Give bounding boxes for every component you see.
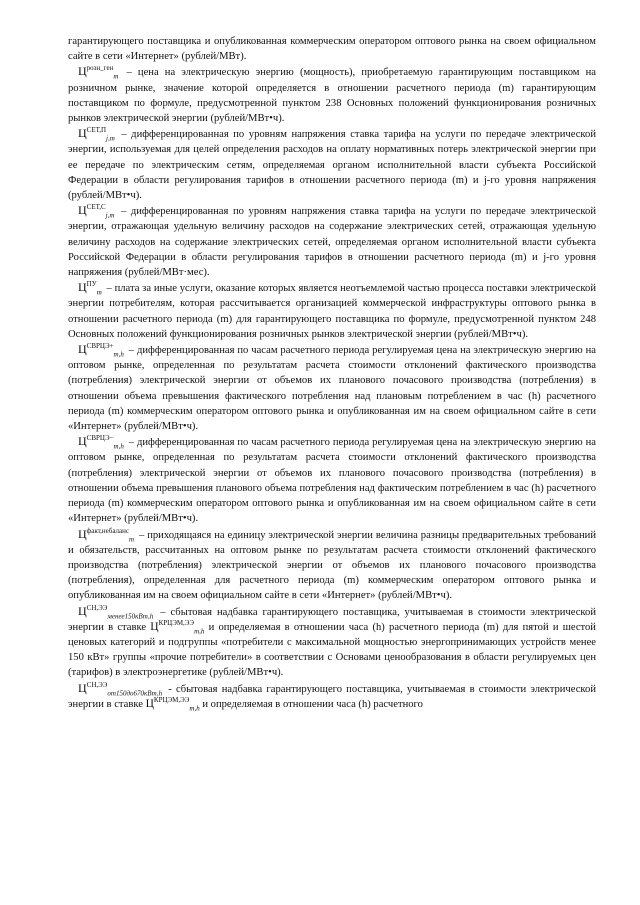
inline-formula-symbol: $Ц^{КРЦЭМ,ЭЭ}_{m,h}$ (150, 618, 205, 636)
definition-text: – дифференцированная по часам расчетного периода регулируемая цена на электрическую энергию на оптовом рынке, определенная по результатам расчета стоимости отклонений фактического производства (потребления) электрической энергии от объемов их планового почасового производства (потребления) в отношении объема превышения планового объема потребления над фактическим потреблением в час (h) расчетного периода (m) коммерческим оператором оптового рынка и опубликованная им на своем официальном сайте в сети «Интернет» (рублей/МВт•ч). (68, 437, 596, 525)
formula-symbol: $Ц^{СН,ЭЭ}_{от150до670кВт,h}$ (78, 680, 163, 697)
formula-symbol: $Ц^{СЕТ,С}_{j,m}$ (78, 203, 115, 220)
formula-symbol: $Ц^{СВРЦЭ+}_{m,h}$ (78, 342, 124, 359)
definition-item (68, 280, 596, 342)
formula-symbol: $Ц^{СВРЦЭ-}_{m,h}$ (78, 434, 124, 451)
definition-item (68, 434, 596, 526)
inline-formula-symbol: $Ц^{КРЦЭМ,ЭЭ}_{m,h}$ (145, 695, 200, 713)
formula-symbol: $Ц^{СН,ЭЭ}_{менее150кВт,h}$ (78, 603, 154, 620)
definition-text: - сбытовая надбавка гарантирующего поставщика, учитываемая в стоимости электрической энергии в ставке (68, 683, 596, 710)
formula-symbol: $Ц^{розн\_ген}_m$ (78, 64, 119, 81)
definition-text: – плата за иные услуги, оказание которых является неотъемлемой частью процесса поставки электрической энергии потребителям, которая рассчитывается организацией коммерческой инфраструктуры оптового рынка в отношении расчетного периода (m) для гарантирующего поставщика по формуле, предусмотренной пунктом 248 Основных положений функционирования розничных рынков электрической энергии (рублей/МВт•ч). (68, 283, 596, 340)
definition-text: – цена на электрическую энергию (мощность), приобретаемую гарантирующим поставщиком на розничном рынке, значение которой определяется в отношении расчетного периода (m) гарантирующим поставщиком по формуле, предусмотренной пунктом 238 Основных положений функционирования розничных рынков электрической энергии (рублей/МВт•ч). (68, 67, 596, 125)
definition-item (68, 681, 596, 712)
definition-item (68, 126, 596, 203)
definition-item (68, 527, 596, 604)
formula-symbol: $Ц^{СЕТ,П}_{j,m}$ (78, 126, 115, 143)
formula-symbol: $Ц^{факт,небаланс}_m$ (78, 526, 135, 543)
definition-text: – сбытовая надбавка гарантирующего поставщика, учитываемая в стоимости электрической энергии в ставке (68, 606, 596, 633)
definition-item (68, 64, 596, 126)
definition-item (68, 342, 596, 434)
definition-text: – дифференцированная по уровням напряжения ставка тарифа на услуги по передаче электрической энергии, используемая для целей определения расходов на оплату нормативных потерь электрической энергии при ее передаче по электрическим сетям, определяемая органом исполнительной власти субъекта Российской Федерации в области регулирования тарифов в отношении расчетного периода (m) и j-го уровня напряжения (рублей/МВт•ч). (68, 129, 596, 202)
intro-paragraph: гарантирующего поставщика и опубликованная коммерческим оператором оптового рынка на своем официальном сайте в сети «Интернет» (рублей/МВт). (68, 36, 596, 63)
definition-text: – дифференцированная по уровням напряжения ставка тарифа на услуги по передаче электрической энергии, отражающая удельную величину расходов на содержание электрических сетей, отражающая удельную величину расходов на содержание электрических сетей, определяемая органом исполнительной власти субъекта Российской Федерации в области регулирования тарифов в отношении расчетного периода (m) и j-го уровня напряжения (рублей/МВт·мес). (68, 206, 596, 279)
definition-text: – дифференцированная по часам расчетного периода регулируемая цена на электрическую энергию на оптовом рынке, определенная по результатам расчета стоимости отклонений фактического производства (потребления) электрической энергии от объемов их планового почасового производства (потребления) в отношении объема превышения фактического потребления над плановым потреблением в час (h) расчетного периода (m) коммерческим оператором оптового рынка и опубликованная им на своем официальном сайте в сети «Интернет» (рублей/МВт•ч). (68, 345, 596, 433)
definition-text: и определяемая в отношении часа (h) расчетного (199, 698, 423, 710)
formula-symbol: $Ц^{ПУ}_m$ (78, 280, 102, 297)
definition-item (68, 604, 596, 681)
document-page (68, 34, 596, 712)
definition-text: и определяемая в отношении часа (h) расчетного периода (m) для пятой и шестой ценовых категорий и подгруппы «потребители с максимальной мощностью энергопринимающих устройств менее 150 кВт» группы «прочие потребители» в соответствии с Основами ценообразования в области регулируемых цен (тарифов) в электроэнергетике (рублей/МВт•ч). (68, 621, 596, 679)
definition-text: – приходящаяся на единицу электрической энергии величина разницы предварительных требований и обязательств, рассчитанных на оптовом рынке по результатам расчета стоимости отклонений фактического производства (потребления) электрической энергии от объемов их планового почасового производства (потребления), определенная для расчетного периода (m) коммерческим оператором оптового рынка и опубликованная им на своем официальном сайте в сети «Интернет» (рублей/МВт•ч). (68, 529, 596, 602)
definition-item (68, 203, 596, 280)
